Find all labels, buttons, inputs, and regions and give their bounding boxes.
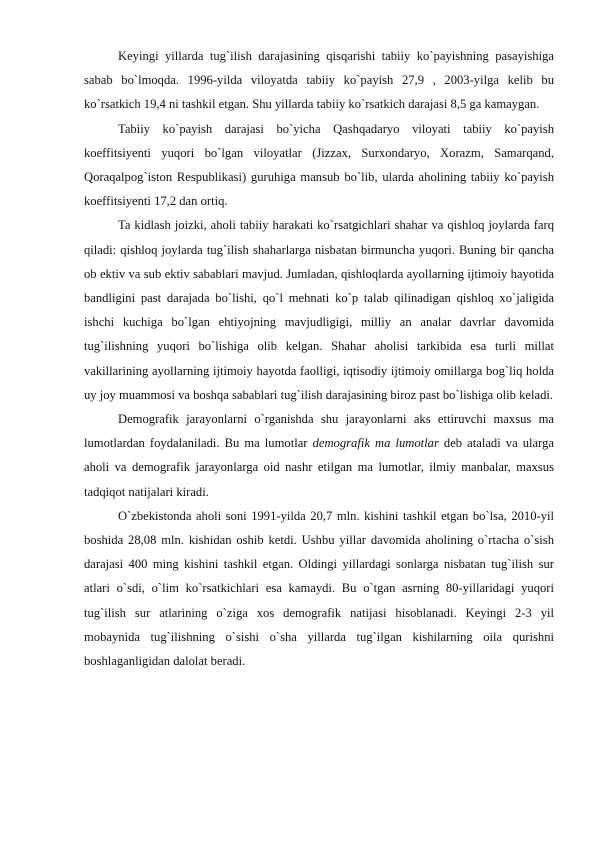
paragraph-uzbekistan-population xyxy=(84,504,554,673)
paragraph-text: O`zbekistonda aholi soni 1991-yilda 20,7 mln. kishini tashkil etgan bo`lsa, 2010-yil boshida 28,08 mln. kishidan oshib ketdi. Ushbu yillar davomida aholining o`rtacha o`sish darajasi 400 ming kishini tashkil etgan. Oldingi yillardagi sonlarga nisbatan tug`ilish sur atlari o`sdi, o`lim ko`rsatkichlari esa kamaydi. Bu o`tgan asrning 80-yillaridagi yuqori tug`ilish sur atlarining o`ziga xos demografik natijasi hisoblanadi. Keyingi 2-3 yil mobaynida tug`ilishning o`sishi o`sha yillarda tug`ilgan kishilarning oila qurishni boshlaganligidan dalolat beradi. xyxy=(84,508,554,669)
paragraph-text-continued: deb ataladi va ularga aholi va demografik jarayonlarga oid nashr etilgan ma lumotlar, ilmiy manbalar, maxsus tadqiqot natijalari kiradi. xyxy=(84,436,554,499)
paragraph-birth-rate-decline xyxy=(84,44,554,117)
italic-term: demografik ma lumotlar xyxy=(312,436,439,451)
paragraph-text: Ta kidlash joizki, aholi tabiiy harakati ko`rsatgichlari shahar va qishloq joylarda farq qiladi: qishloq joylarda tug`ilish shaharlarga nisbatan birmuncha yuqori. Buning bir qancha ob ektiv va sub ektiv sabablari mavjud. Jumladan, qishloqlarda ayollarning ijtimoiy hayotida bandligini past darajada bo`lishi, qo`l mehnati ko`p talab qilinadigan qishloq xo`jaligida ishchi kuchiga bo`lgan ehtiyojning mavjudligigi, milliy an analar davrlar davomida tug`ilishning yuqori bo`lishiga olib kelgan. Shahar aholisi tarkibida esa turli millat vakillarining ayollarning ijtimoiy hayotda faolligi, iqtisodiy ijtimoiy omillarga bog`liq holda uy joy muammosi va boshqa sabablari tug`ilish darajasining biroz past bo`lishiga olib keladi. xyxy=(84,218,554,402)
paragraph-demographic-data xyxy=(84,407,554,504)
paragraph-urban-rural-differences xyxy=(84,213,554,407)
paragraph-text: Keyingi yillarda tug`ilish darajasining qisqarishi tabiiy ko`payishning pasayishiga sabab bo`lmoqda. 1996-yilda viloyatda tabiiy ko`payish 27,9 , 2003-yilga kelib bu ko`rsatkich 19,4 ni tashkil etgan. Shu yillarda tabiiy ko`rsatkich darajasi 8,5 ga kamaygan. xyxy=(84,49,554,112)
paragraph-text: Demografik jarayonlarni o`rganishda shu jarayonlarni aks ettiruvchi maxsus ma lumotlardan foydalaniladi. Bu ma lumotlar xyxy=(84,412,554,451)
document-body xyxy=(84,44,554,673)
paragraph-qashqadaryo-growth xyxy=(84,117,554,214)
paragraph-text: Tabiiy ko`payish darajasi bo`yicha Qashqadaryo viloyati tabiiy ko`payish koeffitsiyenti yuqori bo`lgan viloyatlar (Jizzax, Surxondaryo, Xorazm, Samarqand, Qoraqalpog`iston Respublikasi) guruhiga mansub bo`lib, ularda aholining tabiiy ko`payish koeffitsiyenti 17,2 dan ortiq. xyxy=(84,121,554,209)
